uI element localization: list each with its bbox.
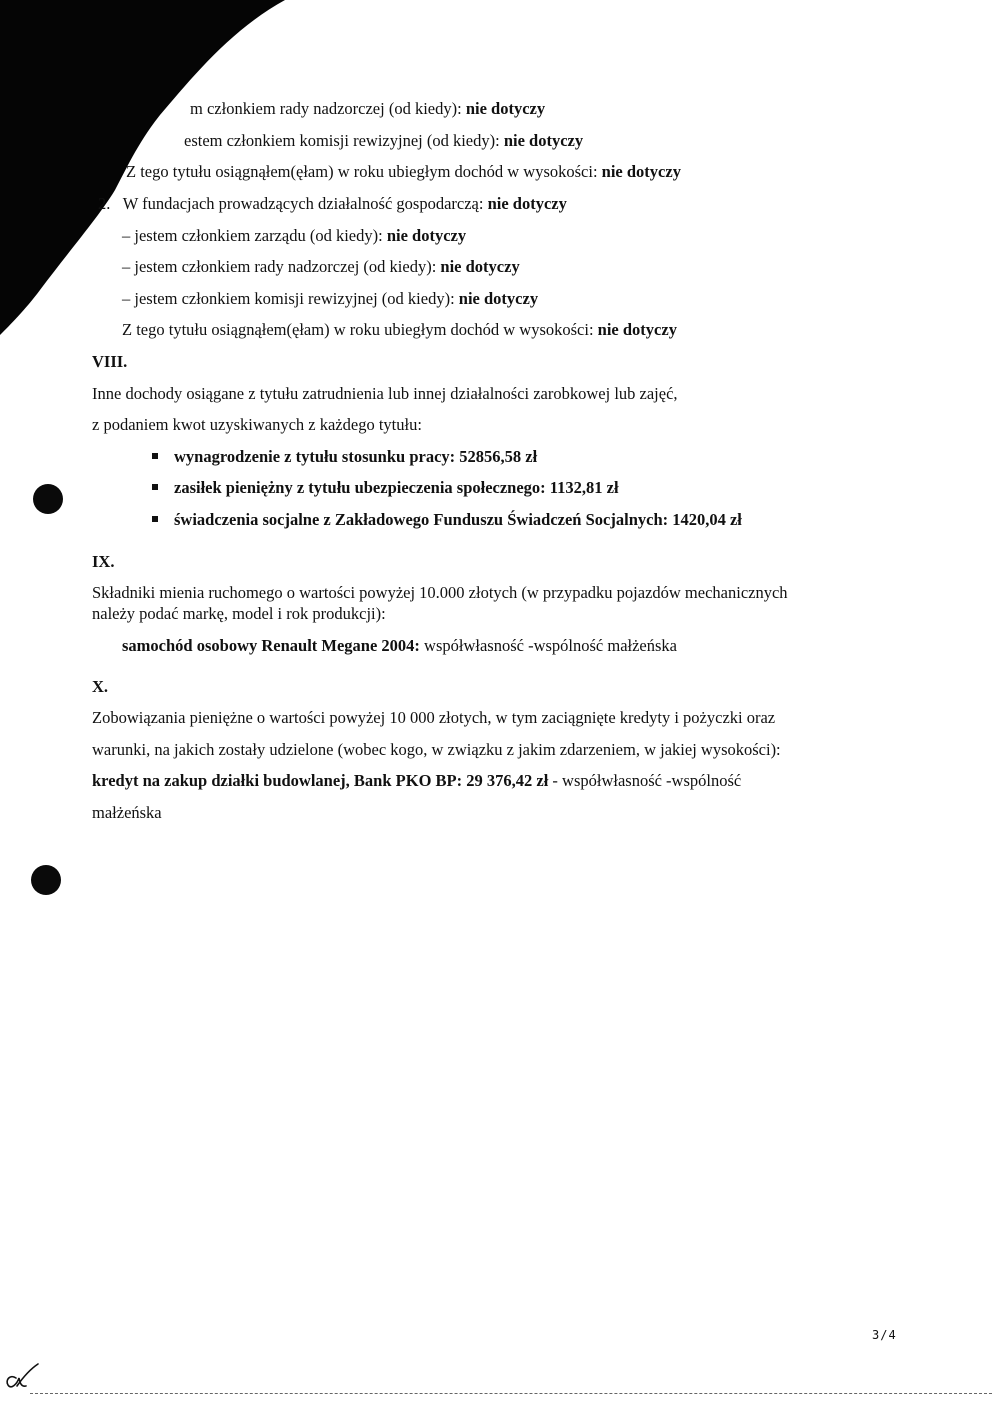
audit-committee-line: estem członkiem komisji rewizyjnej (od kiedy): nie dotyczy xyxy=(184,131,584,150)
section-x-line-1: Zobowiązania pieniężne o wartości powyżej 10 000 złotych, w tym zaciągnięte kredyty i pożyczki oraz xyxy=(92,708,776,727)
section-x-line-4: małżeńska xyxy=(92,803,162,822)
income-line-2: Z tego tytułu osiągnąłem(ęłam) w roku ubiegłym dochód w wysokości: nie dotyczy xyxy=(122,320,677,339)
supervisory-board-line: m członkiem rady nadzorczej (od kiedy): nie dotyczy xyxy=(190,99,546,118)
income-line-1: Z tego tytułu osiągnąłem(ęłam) w roku ubiegłym dochód w wysokości: nie dotyczy xyxy=(126,162,681,181)
section-x-line-2: warunki, na jakich zostały udzielone (wobec kogo, w związku z jakim zdarzeniem, w jakiej wysokości): xyxy=(92,740,781,759)
bullet-icon xyxy=(152,516,158,522)
handwritten-initial-icon xyxy=(2,1360,42,1394)
foundation-audit-line: – jestem członkiem komisji rewizyjnej (od kiedy): nie dotyczy xyxy=(122,289,539,308)
section-ix-intro-1: Składniki mienia ruchomego o wartości powyżej 10.000 złotych (w przypadku pojazdów mechanicznych xyxy=(92,583,788,602)
income-item-allowance: zasiłek pieniężny z tytułu ubezpieczenia społecznego: 1132,81 zł xyxy=(152,478,619,498)
bullet-icon xyxy=(152,453,158,459)
section-viii-heading: VIII. xyxy=(92,352,128,371)
section-ix-heading: IX. xyxy=(92,552,115,571)
bottom-scan-line xyxy=(30,1393,992,1395)
movable-property-item: samochód osobowy Renault Megane 2004: współwłasność -wspólność małżeńska xyxy=(122,636,678,655)
foundations-item: 2. W fundacjach prowadzących działalność gospodarczą: nie dotyczy xyxy=(98,194,567,213)
income-item-social-benefits: świadczenia socjalne z Zakładowego Funduszu Świadczeń Socjalnych: 1420,04 zł xyxy=(152,510,742,530)
section-ix-intro-2: należy podać markę, model i rok produkcji): xyxy=(92,604,386,623)
bullet-icon xyxy=(152,484,158,490)
section-viii-intro-2: z podaniem kwot uzyskiwanych z każdego tytułu: xyxy=(92,415,422,434)
foundation-supervisory-line: – jestem członkiem rady nadzorczej (od kiedy): nie dotyczy xyxy=(122,257,520,276)
section-x-line-3: kredyt na zakup działki budowlanej, Bank PKO BP: 29 376,42 zł - współwłasność -wspólność xyxy=(92,771,742,790)
section-viii-intro-1: Inne dochody osiągane z tytułu zatrudnienia lub innej działalności zarobkowej lub zajęć, xyxy=(92,384,678,403)
section-x-heading: X. xyxy=(92,677,109,696)
foundation-management-line: – jestem członkiem zarządu (od kiedy): nie dotyczy xyxy=(122,226,467,245)
punch-hole-bottom xyxy=(31,865,61,895)
page-number: 3/4 xyxy=(872,1328,897,1342)
income-item-salary: wynagrodzenie z tytułu stosunku pracy: 52856,58 zł xyxy=(152,447,537,467)
punch-hole-top xyxy=(33,484,63,514)
